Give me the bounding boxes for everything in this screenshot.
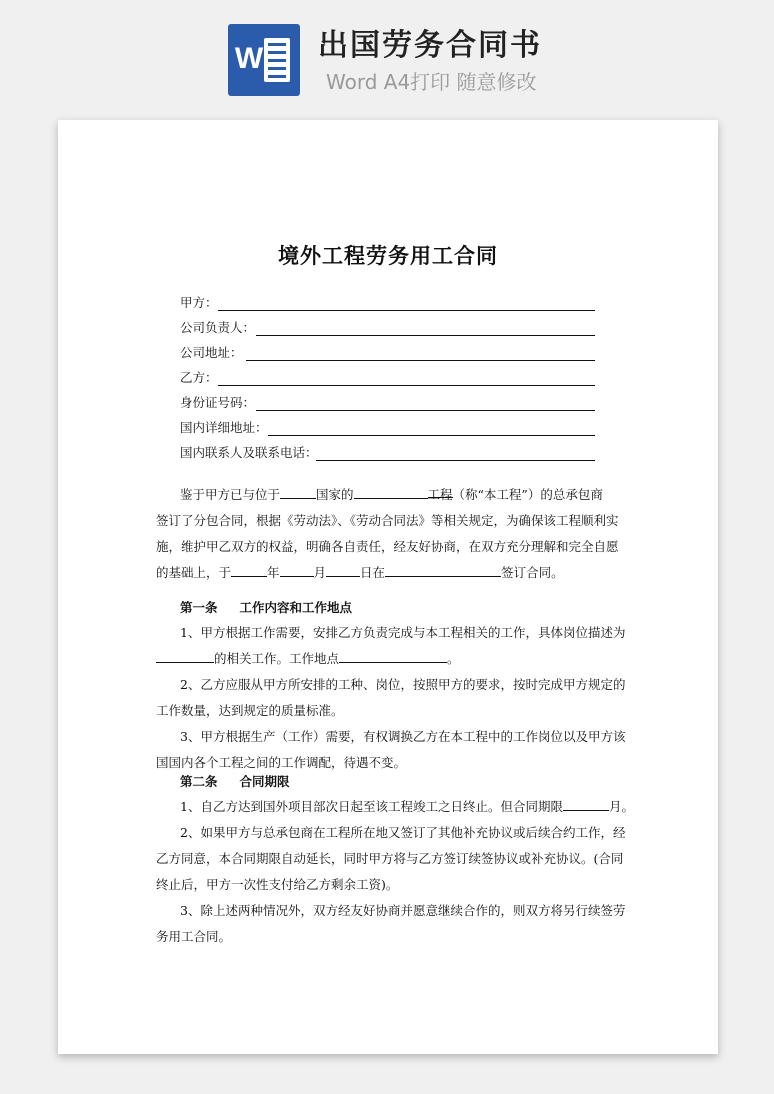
text: 的相关工作。工作地点 (214, 651, 340, 666)
field-company-address-line[interactable] (246, 360, 595, 361)
field-party-b-line[interactable] (218, 385, 595, 386)
text: 月 (313, 565, 327, 580)
blank-month[interactable] (280, 561, 314, 577)
document-page (58, 120, 718, 1054)
text: 2、乙方应服从甲方所安排的工种、岗位，按照甲方的要求，按时完成甲方规定的 (180, 677, 626, 692)
word-logo-letter: W (234, 40, 264, 78)
blank-place[interactable] (385, 561, 501, 577)
field-party-b: 乙方： (180, 370, 218, 385)
banner-title: 出国劳务合同书 (318, 28, 542, 63)
field-party-a: 甲方： (180, 295, 218, 310)
header-banner (0, 0, 774, 110)
blank-contract-months[interactable] (563, 795, 609, 811)
text: 年 (267, 565, 280, 580)
field-company-head: 公司负责人： (180, 320, 256, 335)
article-title: 合同期限 (239, 774, 290, 789)
text: （称“本工程”）的总承包商 (452, 487, 603, 502)
text: 乙方同意，本合同期限自动延长，同时甲方将与乙方签订续签协议或补充协议。(合同 (156, 851, 624, 866)
article-2-body (156, 794, 634, 950)
text: 3、除上述两种情况外，双方经友好协商并愿意继续合作的，则双方将另行续签劳 (180, 903, 626, 918)
field-company-address: 公司地址： (180, 345, 243, 360)
preamble-paragraph (156, 482, 618, 586)
field-domestic-contact: 国内联系人及联系电话： (180, 445, 318, 460)
field-id-number: 身份证号码： (180, 395, 256, 410)
blank-year[interactable] (231, 561, 267, 577)
text: 1、甲方根据工作需要，安排乙方负责完成与本工程相关的工作，具体岗位描述为 (180, 625, 626, 640)
text: 月。 (608, 799, 634, 814)
text: 终止后，甲方一次性支付给乙方剩余工资)。 (156, 877, 399, 892)
article-2-heading (180, 772, 290, 792)
text: 施，维护甲乙双方的权益，明确各自责任，经友好协商，在双方充分理解和完全自愿 (156, 539, 619, 554)
field-company-head-line[interactable] (256, 335, 595, 336)
text: 工作数量，达到规定的质量标准。 (156, 703, 344, 718)
field-domestic-contact-line[interactable] (316, 460, 595, 461)
article-number: 第二条 (180, 774, 218, 789)
text: 日在 (360, 565, 386, 580)
blank-project[interactable] (354, 483, 428, 499)
field-id-number-line[interactable] (256, 410, 595, 411)
word-document-icon (228, 24, 300, 96)
text-project: 工程 (428, 482, 453, 498)
field-party-a-line[interactable] (218, 310, 595, 311)
text: 1、自乙方达到国外项目部次日起至该工程竣工之日终止。但合同期限 (180, 799, 563, 814)
blank-country[interactable] (280, 483, 316, 499)
article-number: 第一条 (180, 600, 218, 615)
field-domestic-address-line[interactable] (268, 435, 595, 436)
text: 3、甲方根据生产（工作）需要，有权调换乙方在本工程中的工作岗位以及甲方该 (180, 729, 626, 744)
document-title: 境外工程劳务用工合同 (278, 243, 498, 268)
text: 鉴于甲方已与位于 (180, 487, 281, 502)
text: 务用工合同。 (156, 929, 232, 944)
text: 国家的 (316, 487, 354, 502)
text: 。 (447, 651, 460, 666)
text: 2、如果甲方与总承包商在工程所在地又签订了其他补充协议或后续合约工作，经 (180, 825, 626, 840)
blank-work-place[interactable] (339, 647, 447, 663)
text: 的基础上，于 (156, 565, 232, 580)
banner-subtitle: Word A4打印 随意修改 (326, 70, 537, 94)
blank-day[interactable] (326, 561, 360, 577)
text: 签订了分包合同，根据《劳动法》、《劳动合同法》等相关规定，为确保该工程顺利实 (156, 513, 619, 528)
article-1-heading (180, 598, 352, 618)
field-domestic-address: 国内详细地址： (180, 420, 268, 435)
blank-position[interactable] (156, 647, 214, 663)
text: 签订合同。 (501, 565, 564, 580)
article-title: 工作内容和工作地点 (239, 600, 353, 615)
text: 国国内各个工程之间的工作调配，待遇不变。 (156, 755, 407, 770)
article-1-body (156, 620, 626, 776)
